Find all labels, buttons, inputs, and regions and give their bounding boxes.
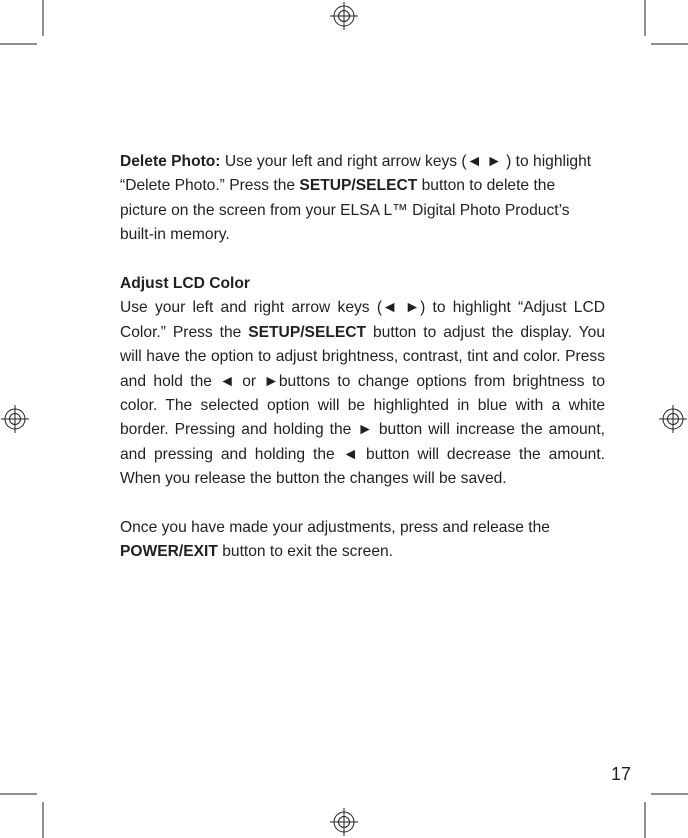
delete-photo-button-name: SETUP/SELECT (299, 177, 418, 195)
closing-text-1: Once you have made your adjustments, press and release the (120, 519, 550, 537)
adjust-lcd-text-1: Use your left and right arrow keys (◄ ►) to highlight “Adjust LCD Color.” Press the (120, 299, 605, 341)
closing-paragraph (120, 516, 605, 565)
registration-mark-icon (330, 808, 358, 836)
registration-mark-icon (330, 2, 358, 30)
delete-photo-paragraph (120, 150, 605, 248)
registration-mark-icon (659, 405, 687, 433)
registration-mark-icon (1, 405, 29, 433)
delete-photo-label: Delete Photo: (120, 153, 221, 170)
delete-photo-text-1: Use your left and right arrow keys (◄ ► ) to highlight “Delete Photo.” Press the (120, 153, 592, 195)
closing-text-2: button to exit the screen. (217, 543, 394, 561)
adjust-lcd-text-2: button to adjust the display. You will have the option to adjust brightness, contrast, tint and color. Press and hold the ◄ or ►buttons to change options from brightness to color. The selected option will be highlighted in blue with a white border. Pressing and holding the ► button will increase the amount, and pressing and holding the ◄ button will decrease the amount. When you release the button the changes will be saved. (120, 323, 605, 488)
adjust-lcd-paragraph (120, 296, 605, 491)
delete-photo-text-2: button to delete the picture on the screen from your ELSA L™ Digital Photo Product’s built-in memory. (120, 177, 570, 244)
adjust-lcd-heading: Adjust LCD Color (120, 275, 250, 293)
closing-button-name: POWER/EXIT (120, 543, 218, 561)
page-number: 17 (611, 764, 632, 784)
page-body (120, 150, 605, 565)
adjust-lcd-button-name: SETUP/SELECT (248, 323, 367, 341)
